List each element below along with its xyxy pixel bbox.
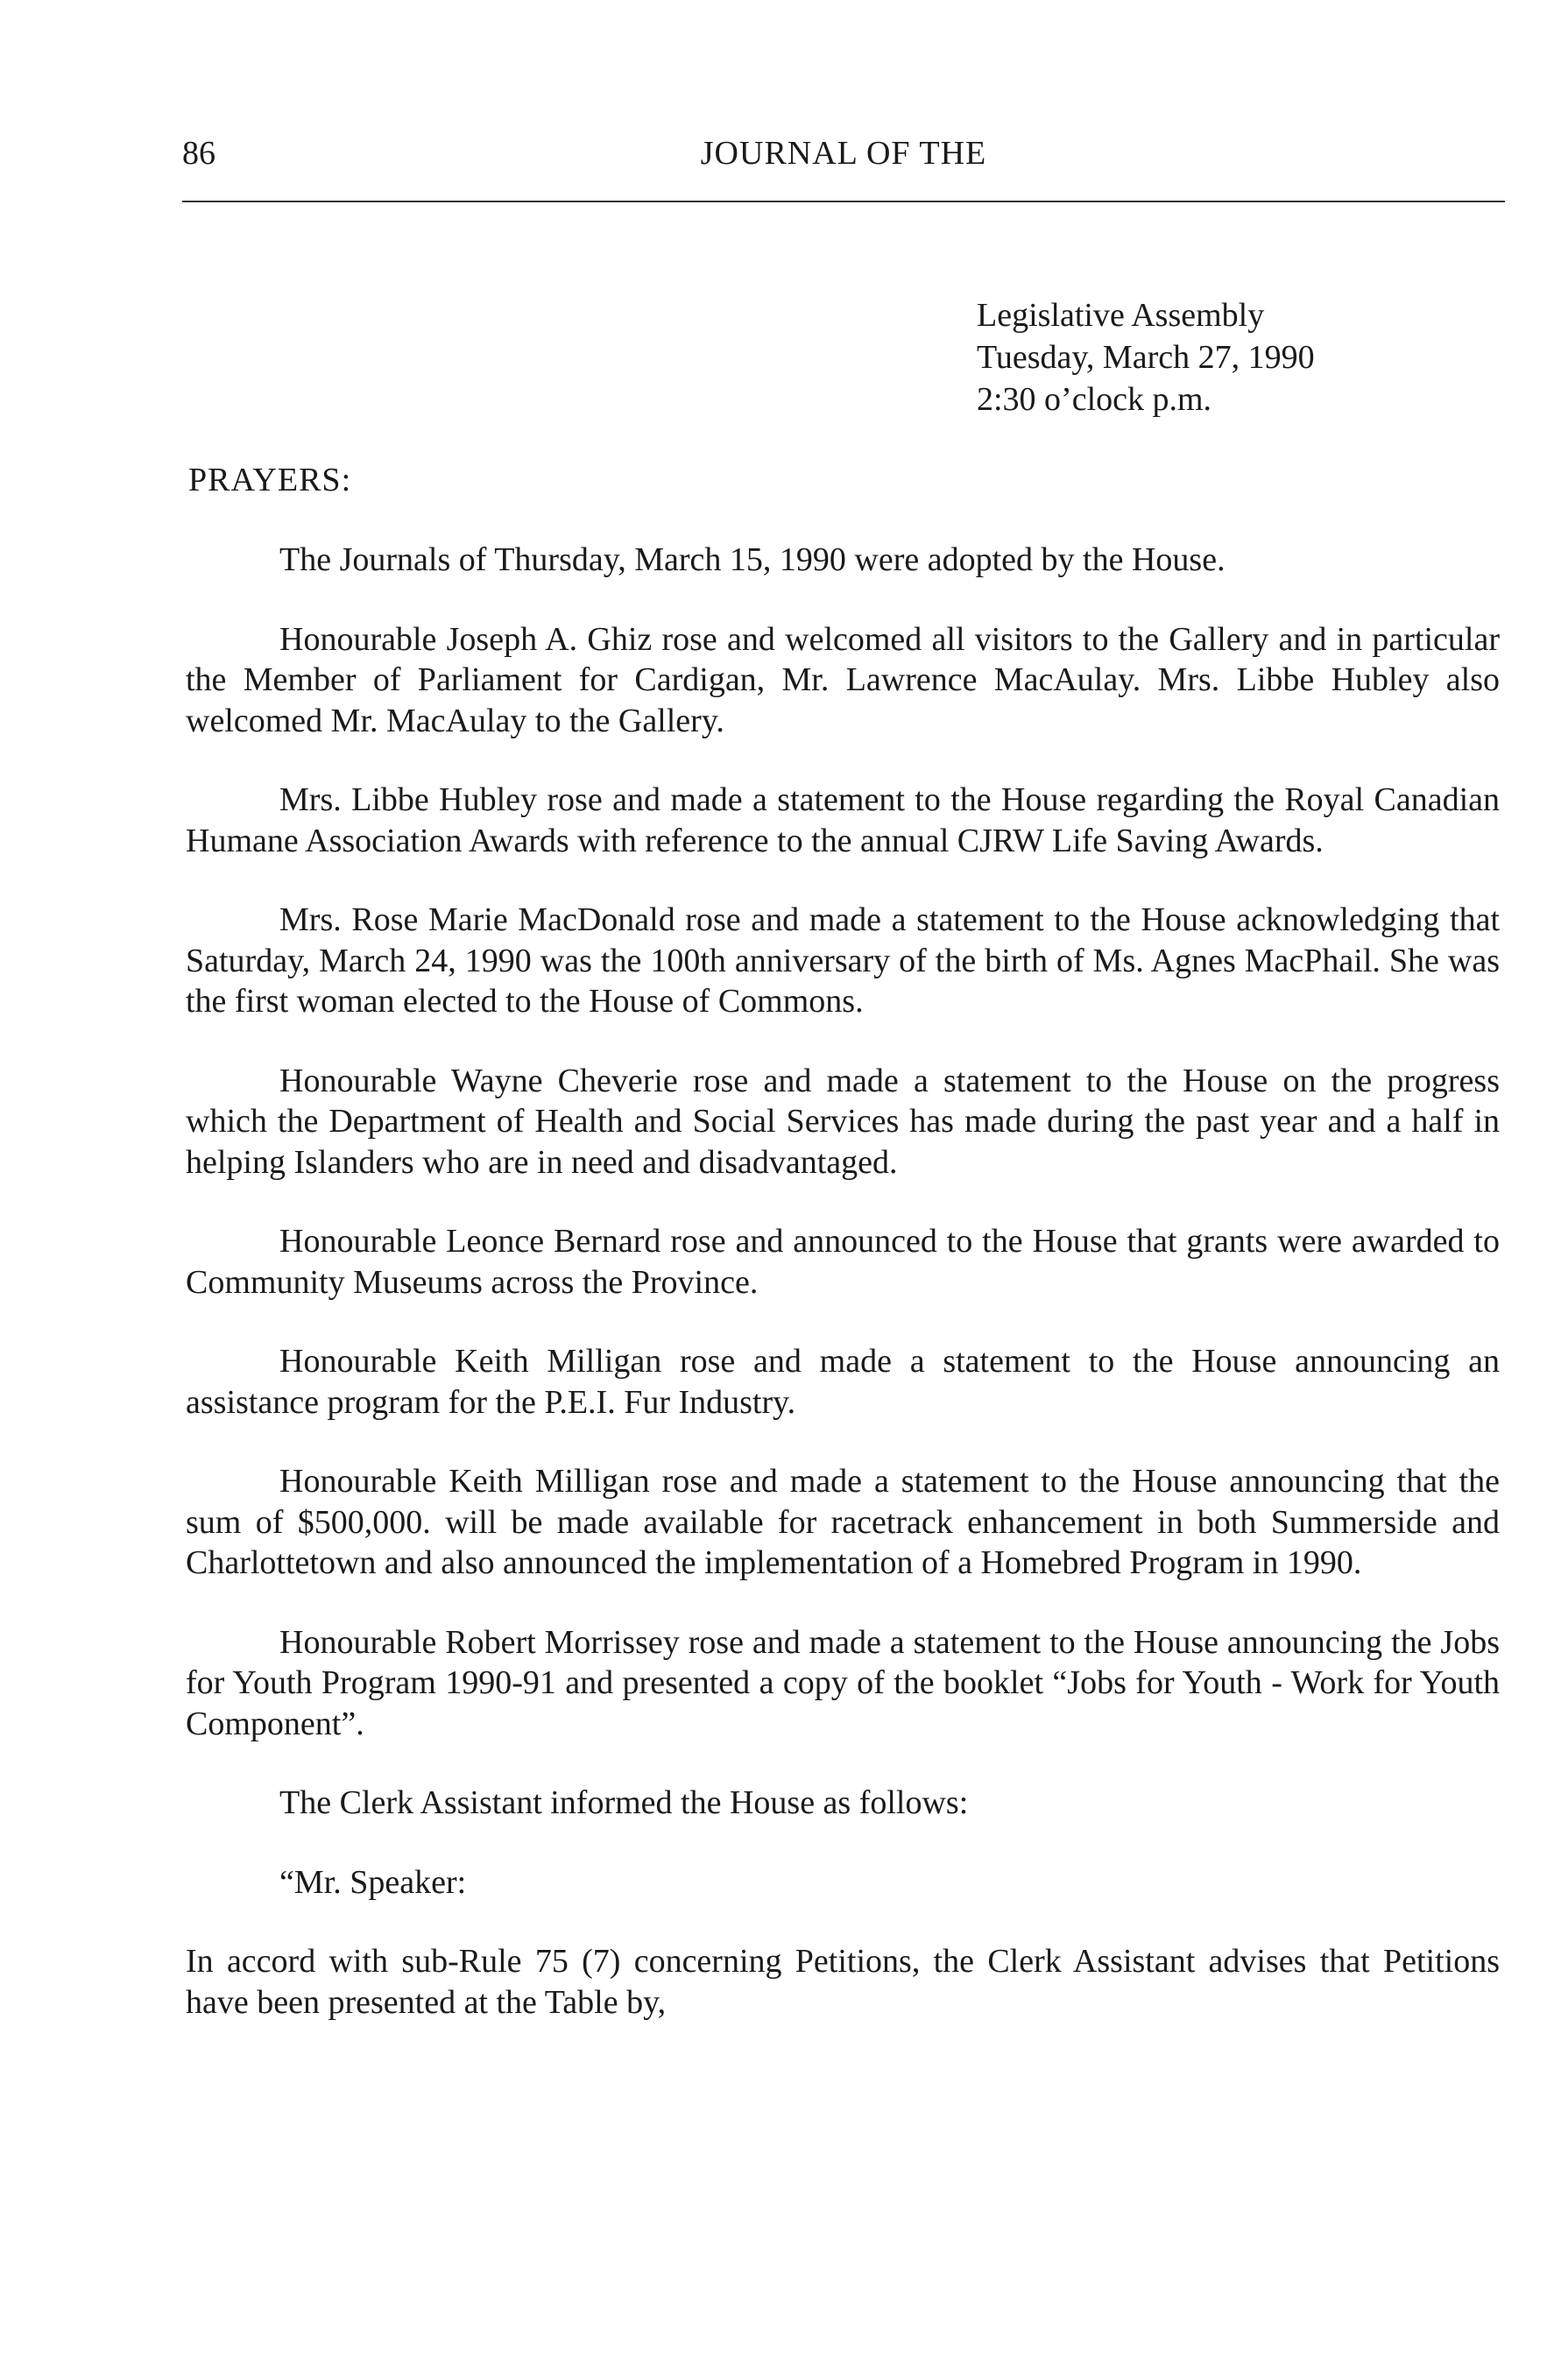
assembly-name: Legislative Assembly [977,297,1265,334]
paragraph-health-services: Honourable Wayne Cheverie rose and made a statement to the House on the progress which the Department of Health and Social Services has made during the past year and a half in helping Islanders who are in need and disadvantaged. [186,1062,1500,1181]
paragraph-mr-speaker: “Mr. Speaker: [279,1863,467,1901]
journal-title: JOURNAL OF THE [700,135,987,172]
paragraph-gallery-welcome: Honourable Joseph A. Ghiz rose and welcomed all visitors to the Gallery and in particular the Member of Parliament for Cardigan, Mr. Lawrence MacAulay. Mrs. Libbe Hubley also welcomed Mr. MacAulay to the Gallery. [186,620,1500,739]
paragraph-journals-adopted: The Journals of Thursday, March 15, 1990 were adopted by the House. [279,541,1225,578]
sitting-details [977,294,1315,420]
proceedings-text [186,540,1500,2061]
paragraph-jobs-for-youth: Honourable Robert Morrissey rose and made a statement to the House announcing the Jobs for Youth Program 1990-91 and presented a copy of the booklet “Jobs for Youth - Work for Youth Component”. [186,1623,1500,1742]
paragraph-macphail-anniversary: Mrs. Rose Marie MacDonald rose and made a statement to the House acknowledging that Saturday, March 24, 1990 was the 100th anniversary of the birth of Ms. Agnes MacPhail. She was the first woman elected to the House of Commons. [186,901,1500,1020]
paragraph-humane-awards: Mrs. Libbe Hubley rose and made a statement to the House regarding the Royal Canadian Humane Association Awards with reference to the annual CJRW Life Saving Awards. [186,781,1500,859]
page-number: 86 [182,135,215,172]
header-divider [182,201,1505,202]
sitting-time: 2:30 o’clock p.m. [977,381,1212,418]
paragraph-fur-industry: Honourable Keith Milligan rose and made a statement to the House announcing an assistance program for the P.E.I. Fur Industry. [186,1343,1500,1421]
prayers-heading: PRAYERS: [188,462,352,498]
paragraph-museum-grants: Honourable Leonce Bernard rose and announced to the House that grants were awarded to Community Museums across the Province. [186,1223,1500,1301]
paragraph-clerk-informed: The Clerk Assistant informed the House as follows: [279,1784,969,1821]
paragraph-petitions: In accord with sub-Rule 75 (7) concerning Petitions, the Clerk Assistant advises that Petitions have been presented at the Table by, [186,1943,1500,2021]
running-head [182,131,1505,175]
paragraph-racetrack: Honourable Keith Milligan rose and made a statement to the House announcing that the sum of $500,000. will be made available for racetrack enhancement in both Summerside and Charlottetown and also announced the implementation of a Homebred Program in 1990. [186,1463,1500,1581]
sitting-date: Tuesday, March 27, 1990 [977,339,1315,376]
